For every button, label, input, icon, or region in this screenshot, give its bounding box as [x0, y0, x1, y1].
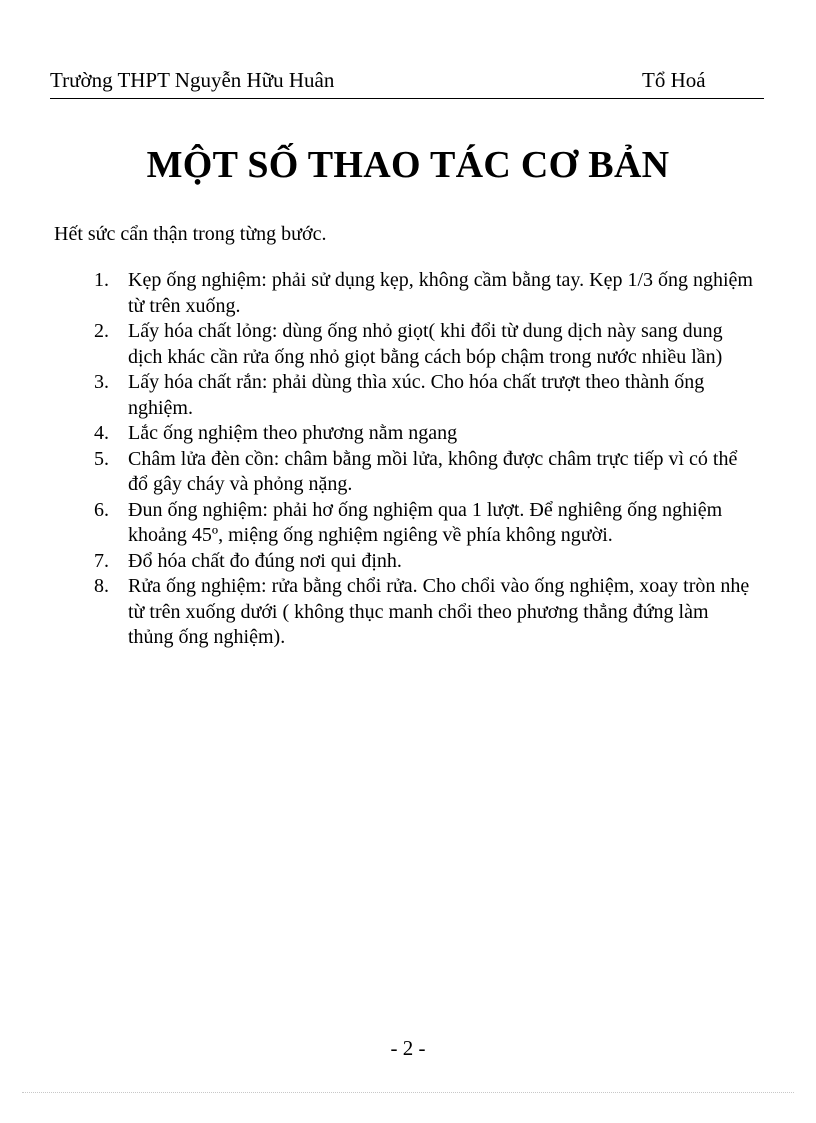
step-text: Kẹp ống nghiệm: phải sử dụng kẹp, không cầm bằng tay. Kẹp 1/3 ống nghiệm từ trên xuống.: [128, 269, 753, 317]
steps-list: [90, 268, 758, 651]
list-item: [90, 268, 758, 319]
list-item: [90, 319, 758, 370]
step-text: Châm lửa đèn cồn: châm bằng mồi lửa, không được châm trực tiếp vì có thể đổ gây cháy và phỏng nặng.: [128, 447, 738, 495]
list-item: [90, 549, 758, 575]
step-number: 4.: [94, 422, 109, 444]
step-text: Lấy hóa chất lỏng: dùng ống nhỏ giọt( khi đổi từ dung dịch này sang dung dịch khác cần rửa ống nhỏ giọt bằng cách bóp chậm trong nước nhiều lần): [128, 320, 723, 368]
step-text: Đun ống nghiệm: phải hơ ống nghiệm qua 1 lượt. Để nghiêng ống nghiệm khoảng 45º, miệng ống nghiệm ngiêng về phía không người.: [128, 498, 723, 546]
step-number: 6.: [94, 498, 109, 521]
list-item: [90, 574, 758, 651]
step-number: 2.: [94, 320, 109, 342]
step-number: 7.: [94, 549, 109, 572]
department-name: Tổ Hoá: [642, 68, 706, 92]
page-bottom-divider: [22, 1092, 794, 1093]
step-number: 8.: [94, 575, 109, 597]
step-text: Đổ hóa chất đo đúng nơi qui định.: [128, 549, 402, 572]
school-name: Trường THPT Nguyễn Hữu Huân: [50, 68, 335, 92]
page-title: MỘT SỐ THAO TÁC CƠ BẢN: [146, 144, 670, 186]
intro-text: Hết sức cẩn thận trong từng bước.: [54, 223, 327, 245]
step-text: Lấy hóa chất rắn: phải dùng thìa xúc. Cho hóa chất trượt theo thành ống nghiệm.: [128, 371, 705, 419]
list-item: [90, 421, 758, 447]
step-number: 5.: [94, 447, 109, 470]
step-number: 1.: [94, 269, 109, 291]
step-text: Rửa ống nghiệm: rửa bằng chổi rửa. Cho chổi vào ống nghiệm, xoay tròn nhẹ từ trên xuống dưới ( không thục manh chổi theo phương thẳng đứng làm thủng ống nghiệm).: [128, 575, 750, 648]
list-item: [90, 370, 758, 421]
list-item: [90, 447, 758, 498]
step-text: Lắc ống nghiệm theo phương nằm ngang: [128, 422, 458, 444]
list-item: [90, 498, 758, 549]
page-number: - 2 -: [390, 1036, 426, 1060]
page-header: [50, 66, 764, 99]
step-number: 3.: [94, 371, 109, 393]
